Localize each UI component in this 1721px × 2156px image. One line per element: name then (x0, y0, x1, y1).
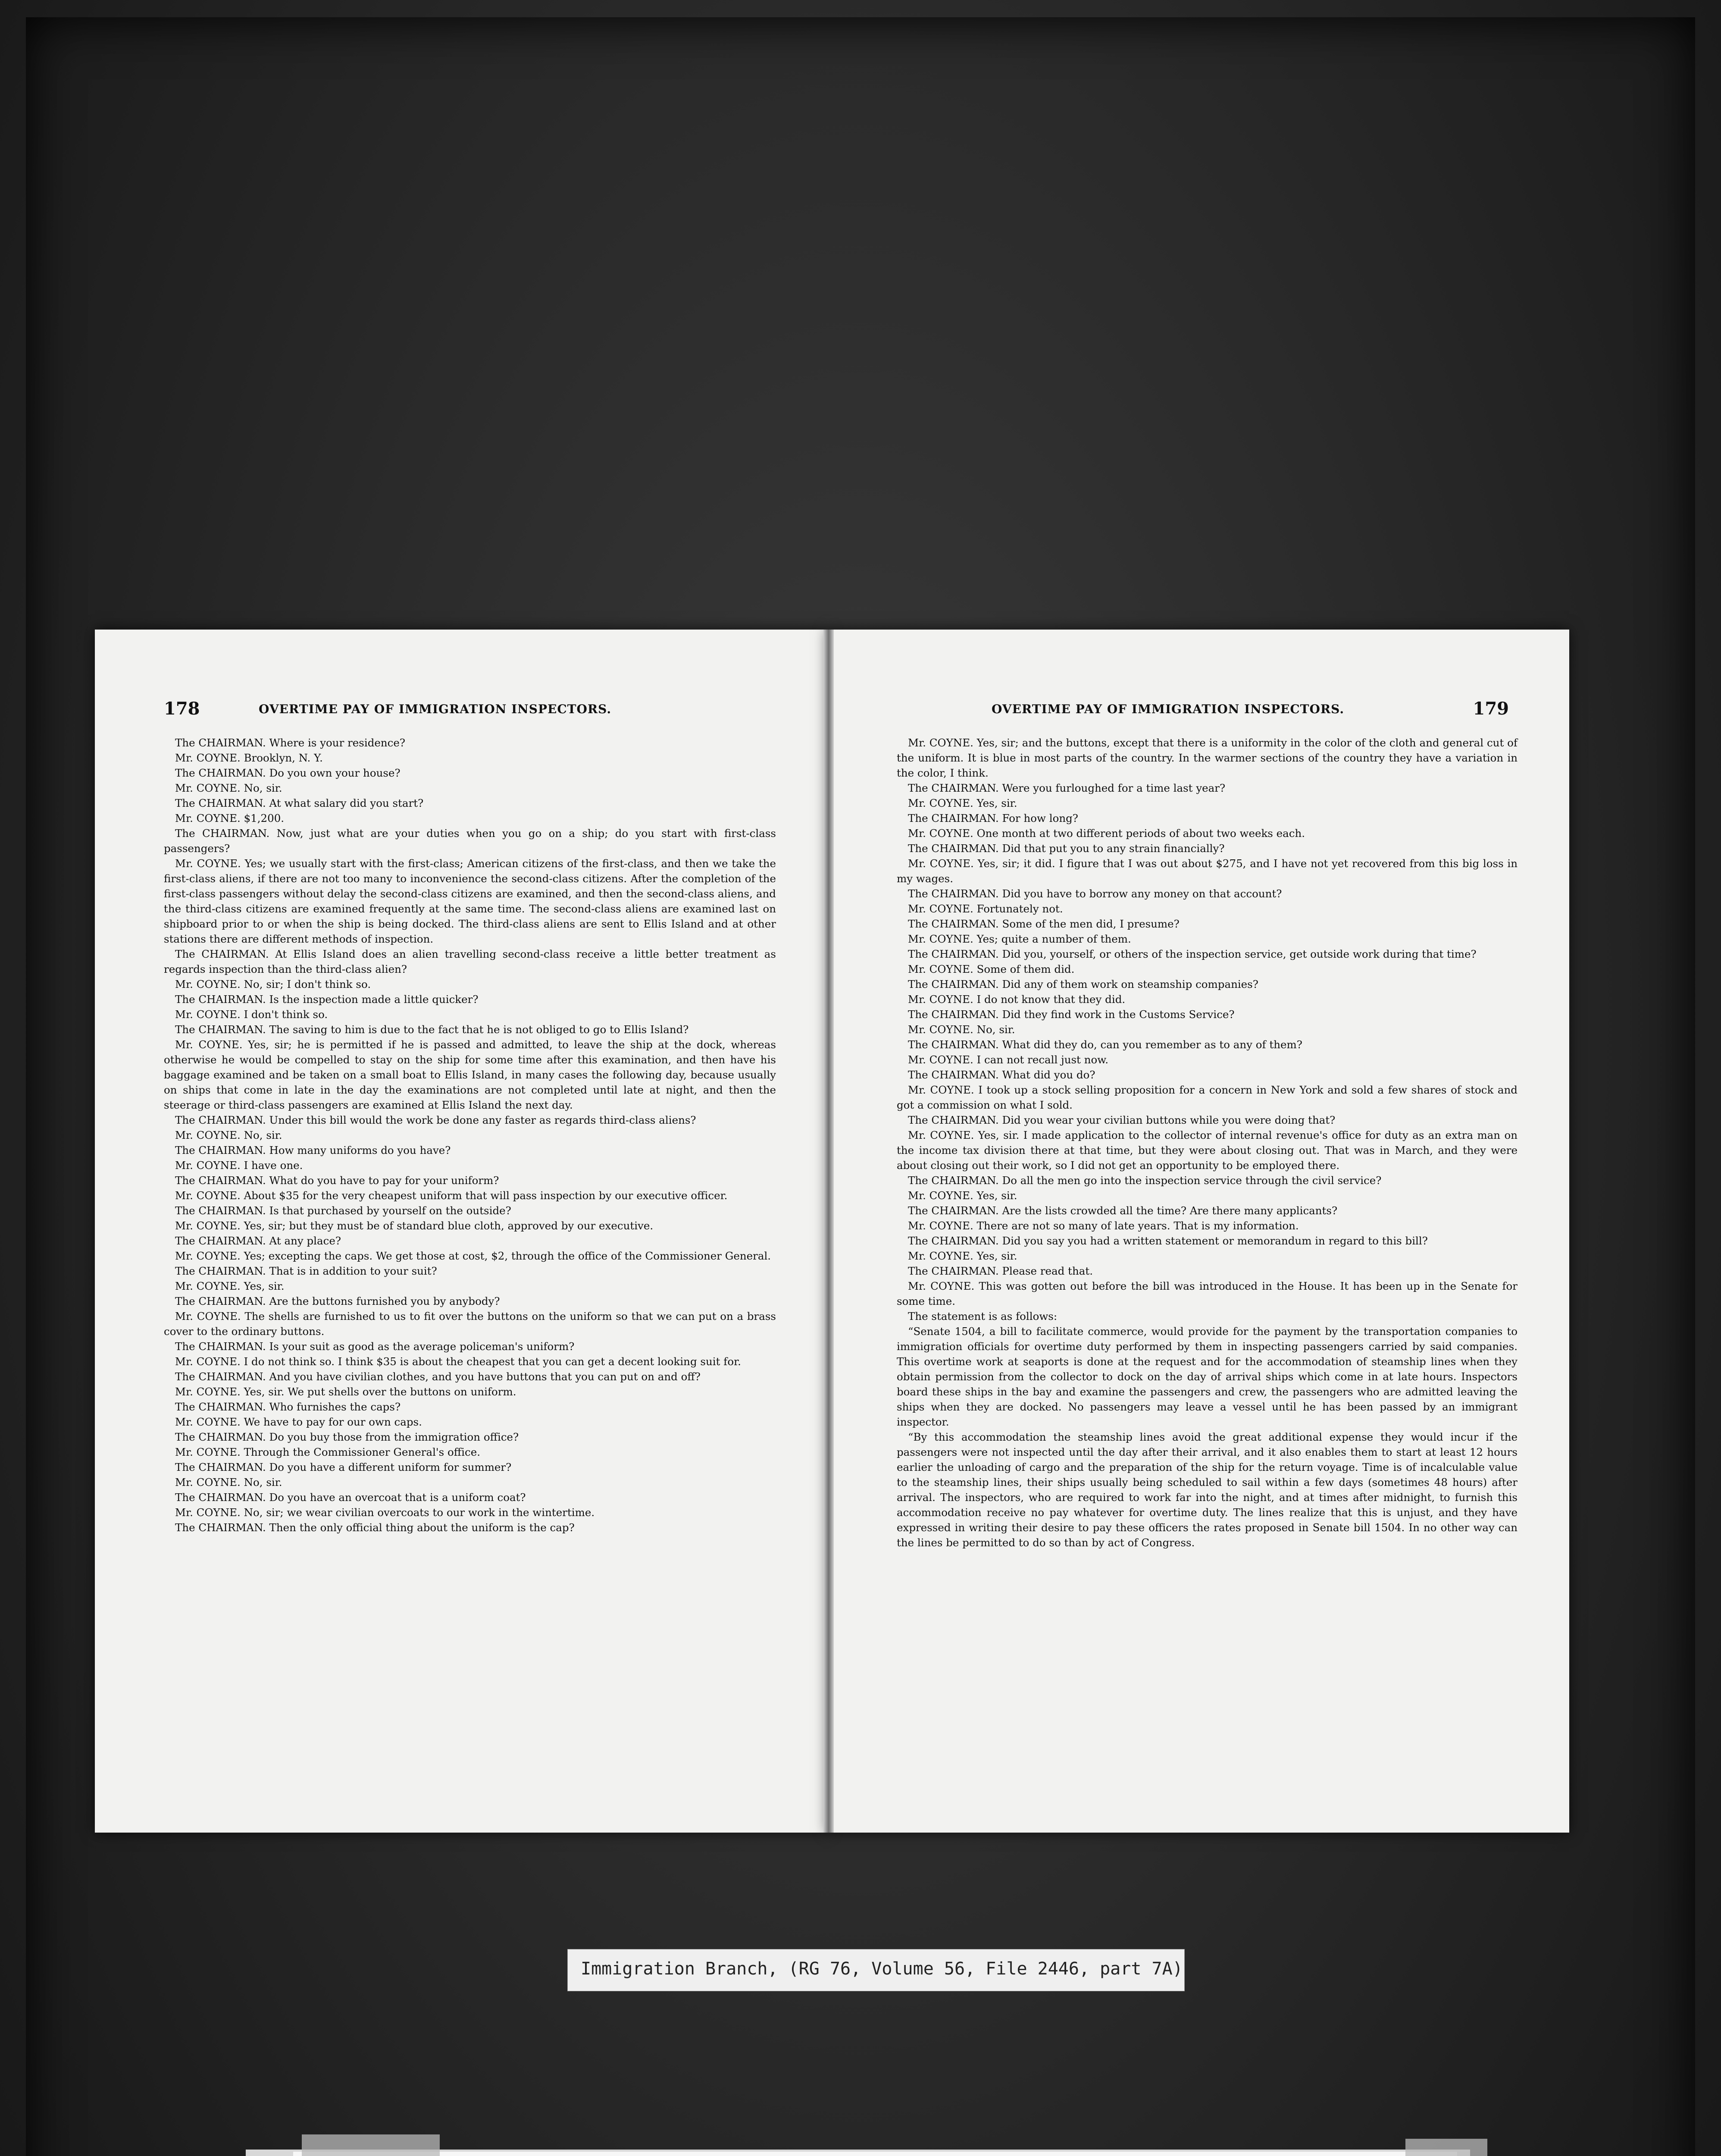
paragraph: The CHAIRMAN. And you have civilian clothes, and you have buttons that you can put on and off? (175, 1370, 701, 1383)
tape-strip (302, 2134, 440, 2156)
paragraph: Mr. COYNE. Yes, sir. (908, 1250, 1017, 1262)
paragraph: The CHAIRMAN. Some of the men did, I presume? (908, 918, 1180, 930)
paragraph: The CHAIRMAN. What did they do, can you remember as to any of them? (908, 1038, 1302, 1051)
paragraph: The CHAIRMAN. Did they find work in the Customs Service? (908, 1008, 1235, 1021)
paragraph: The CHAIRMAN. Did you, yourself, or others of the inspection service, get outside work during that time? (908, 948, 1477, 960)
paragraph: The CHAIRMAN. Are the buttons furnished you by anybody? (175, 1295, 500, 1307)
paragraph: Mr. COYNE. Fortunately not. (908, 903, 1063, 915)
paragraph: Mr. COYNE. I do not think so. I think $35 is about the cheapest that you can get a decent looking suit for. (175, 1355, 741, 1368)
left-page (95, 630, 828, 1833)
paragraph: Mr. COYNE. Yes, sir. (908, 1189, 1017, 1202)
paragraph: Mr. COYNE. $1,200. (175, 812, 285, 824)
paragraph: Mr. COYNE. Yes; we usually start with the first-class; American citizens of the first-class, and then we take the first-class aliens, if there are not too many to inconvenience the second-class citizens. After the completion of the first-class passengers without delay the second-class citizens are examined, and then the second-class aliens, and the third-class citizens are examined frequently at the same time. The second-class aliens are examined last on shipboard prior to or when the ship is being docked. The third-class aliens are sent to Ellis Island and at other stations there are different methods of inspection. (164, 857, 776, 945)
right-page-body (897, 735, 1518, 1759)
paragraph: Mr. COYNE. Yes, sir; it did. I figure that I was out about $275, and I have not yet recovered from this big loss in my wages. (897, 857, 1518, 885)
paragraph: Mr. COYNE. I don't think so. (175, 1008, 328, 1021)
paragraph: Mr. COYNE. About $35 for the very cheapest uniform that will pass inspection by our executive officer. (175, 1189, 728, 1202)
paragraph: Mr. COYNE. Some of them did. (908, 963, 1075, 975)
paragraph: Mr. COYNE. No, sir. (175, 782, 282, 794)
right-page (828, 630, 1569, 1833)
paragraph: Mr. COYNE. I took up a stock selling proposition for a concern in New York and sold a few shares of stock and got a commission on what I sold. (897, 1084, 1518, 1111)
tape-strip (1405, 2139, 1487, 2156)
paragraph: Mr. COYNE. The shells are furnished to us to fit over the buttons on the uniform so that we can put on a brass cover to the ordinary buttons. (164, 1310, 776, 1338)
paragraph: Mr. COYNE. No, sir; I don't think so. (175, 978, 371, 990)
paragraph: Mr. COYNE. I do not know that they did. (908, 993, 1126, 1006)
paragraph: The CHAIRMAN. At what salary did you start? (175, 797, 424, 809)
paragraph: The CHAIRMAN. Then the only official thing about the uniform is the cap? (175, 1521, 575, 1534)
paragraph: Mr. COYNE. Yes; quite a number of them. (908, 933, 1131, 945)
paragraph: Mr. COYNE. I can not recall just now. (908, 1053, 1109, 1066)
right-page-number: 179 (1473, 699, 1509, 719)
paragraph: The CHAIRMAN. Is that purchased by yourself on the outside? (175, 1204, 511, 1217)
right-running-head: OVERTIME PAY OF IMMIGRATION INSPECTORS. (992, 702, 1345, 716)
paragraph: The statement is as follows: (908, 1310, 1058, 1322)
paragraph: The CHAIRMAN. At any place? (175, 1235, 341, 1247)
paragraph: Mr. COYNE. No, sir; we wear civilian overcoats to our work in the wintertime. (175, 1506, 595, 1519)
open-document (95, 630, 1569, 1833)
paragraph: The CHAIRMAN. Did you wear your civilian buttons while you were doing that? (908, 1114, 1336, 1126)
paragraph: The CHAIRMAN. Do you own your house? (175, 767, 401, 779)
paragraph: Mr. COYNE. Yes, sir; and the buttons, except that there is a uniformity in the color of the cloth and general cut of the uniform. It is blue in most parts of the country. In the warmer sections of the country they have a variation in the color, I think. (897, 736, 1518, 779)
paragraph: Mr. COYNE. Brooklyn, N. Y. (175, 752, 323, 764)
paragraph: “Senate 1504, a bill to facilitate commerce, would provide for the payment by the transportation companies to immigration officials for overtime duty performed by them in inspecting passengers carried by said companies. This overtime work at seaports is done at the request and for the accommodation of steamship lines when they obtain permission from the collector to dock on the day of arrival ships which come in at late hours. Inspectors board these ships in the bay and examine the passengers and crew, the passengers who are admitted leaving the ships when they are docked. No passengers may leave a vessel until he has been passed by an immigrant inspector. (897, 1325, 1518, 1428)
reference-label-text: Immigration Branch, (RG 76, Volume 56, File 2446, part 7A) (581, 1959, 1183, 1979)
paragraph: The CHAIRMAN. Do you buy those from the immigration office? (175, 1431, 519, 1443)
paragraph: The CHAIRMAN. Did any of them work on steamship companies? (908, 978, 1258, 990)
paragraph: The CHAIRMAN. Where is your residence? (175, 736, 406, 749)
paragraph: Mr. COYNE. Yes, sir. We put shells over the buttons on uniform. (175, 1385, 516, 1398)
paragraph: The CHAIRMAN. Under this bill would the work be done any faster as regards third-class aliens? (175, 1114, 696, 1126)
paragraph: The CHAIRMAN. Did you have to borrow any money on that account? (908, 887, 1282, 900)
right-page-header (897, 699, 1509, 724)
paragraph: Mr. COYNE. One month at two different periods of about two weeks each. (908, 827, 1305, 840)
paragraph: Mr. COYNE. Yes, sir. (175, 1280, 285, 1292)
paragraph: The CHAIRMAN. Did you say you had a written statement or memorandum in regard to this bill? (908, 1235, 1428, 1247)
paragraph: Mr. COYNE. Yes, sir; he is permitted if he is passed and admitted, to leave the ship at the dock, whereas otherwise he would be compelled to stay on the ship for some time after this examination, and then have his baggage examined and be taken on a small boat to Ellis Island, in many cases the following day, because usually on ships that come in late in the day the examinations are not completed until late at night, and then the steerage or third-class passengers are examined at Ellis Island the next day. (164, 1038, 776, 1111)
left-page-number: 178 (164, 699, 200, 719)
paragraph: Mr. COYNE. This was gotten out before the bill was introduced in the House. It has been up in the Senate for some time. (897, 1280, 1518, 1307)
paragraph: The CHAIRMAN. The saving to him is due to the fact that he is not obliged to go to Ellis Island? (175, 1023, 689, 1036)
paragraph: Mr. COYNE. Yes, sir. I made application to the collector of internal revenue's office for duty as an extra man on the income tax division there at that time, but they were about closing out. That was in March, and they were about closing out their work, so I did not get an opportunity to be employed there. (897, 1129, 1518, 1172)
left-page-header (164, 699, 767, 724)
paragraph: The CHAIRMAN. That is in addition to your suit? (175, 1265, 437, 1277)
paragraph: The CHAIRMAN. Do you have an overcoat that is a uniform coat? (175, 1491, 526, 1504)
left-running-head: OVERTIME PAY OF IMMIGRATION INSPECTORS. (259, 702, 612, 716)
paragraph: Mr. COYNE. There are not so many of late years. That is my information. (908, 1219, 1299, 1232)
paragraph: Mr. COYNE. No, sir. (175, 1129, 282, 1141)
paragraph: The CHAIRMAN. Do all the men go into the inspection service through the civil service? (908, 1174, 1382, 1187)
paragraph: Mr. COYNE. Through the Commissioner General's office. (175, 1446, 481, 1458)
paragraph: The CHAIRMAN. Is the inspection made a little quicker? (175, 993, 479, 1006)
paragraph: Mr. COYNE. I have one. (175, 1159, 303, 1172)
left-page-body (164, 735, 776, 1759)
paragraph: The CHAIRMAN. Is your suit as good as the average policeman's uniform? (175, 1340, 575, 1353)
paragraph: Mr. COYNE. No, sir. (175, 1476, 282, 1489)
paragraph: “By this accommodation the steamship lines avoid the great additional expense they would incur if the passengers were not inspected until the day after their arrival, and it also enables them to start at least 12 hours earlier the unloading of cargo and the preparation of the ship for the return voyage. Time is of incalculable value to the steamship lines, their ships usually being scheduled to sail within a few days (sometimes 48 hours) after arrival. The inspectors, who are required to work far into the night, and at times after midnight, to furnish this accommodation receive no pay whatever for overtime duty. The lines realize that this is unjust, and they have expressed in writing their desire to pay these officers the rates proposed in Senate bill 1504. In no other way can the lines be permitted to do so than by act of Congress. (897, 1431, 1518, 1549)
paragraph: The CHAIRMAN. At Ellis Island does an alien travelling second-class receive a little better treatment as regards inspection than the third-class alien? (164, 948, 776, 975)
paragraph: The CHAIRMAN. Are the lists crowded all the time? Are there many applicants? (908, 1204, 1338, 1217)
paragraph: The CHAIRMAN. Now, just what are your duties when you go on a ship; do you start with first-class passengers? (164, 827, 776, 855)
paragraph: Mr. COYNE. Yes, sir; but they must be of standard blue cloth, approved by our executive. (175, 1219, 654, 1232)
paragraph: The CHAIRMAN. Were you furloughed for a time last year? (908, 782, 1226, 794)
paragraph: The CHAIRMAN. Do you have a different uniform for summer? (175, 1461, 512, 1473)
paragraph: Mr. COYNE. Yes; excepting the caps. We get those at cost, $2, through the office of the Commissioner General. (175, 1250, 771, 1262)
paragraph: Mr. COYNE. Yes, sir. (908, 797, 1017, 809)
paragraph: The CHAIRMAN. How many uniforms do you have? (175, 1144, 451, 1156)
paragraph: Mr. COYNE. We have to pay for our own caps. (175, 1416, 422, 1428)
paragraph: The CHAIRMAN. Did that put you to any strain financially? (908, 842, 1225, 855)
paragraph: Mr. COYNE. No, sir. (908, 1023, 1015, 1036)
reference-label (567, 1949, 1185, 1991)
paragraph: The CHAIRMAN. For how long? (908, 812, 1078, 824)
paragraph: The CHAIRMAN. Who furnishes the caps? (175, 1401, 401, 1413)
book-gutter (823, 630, 834, 1833)
archive-card (293, 2152, 1457, 2156)
paragraph: The CHAIRMAN. What do you have to pay for your uniform? (175, 1174, 499, 1187)
paragraph: The CHAIRMAN. Please read that. (908, 1265, 1093, 1277)
paragraph: The CHAIRMAN. What did you do? (908, 1069, 1095, 1081)
